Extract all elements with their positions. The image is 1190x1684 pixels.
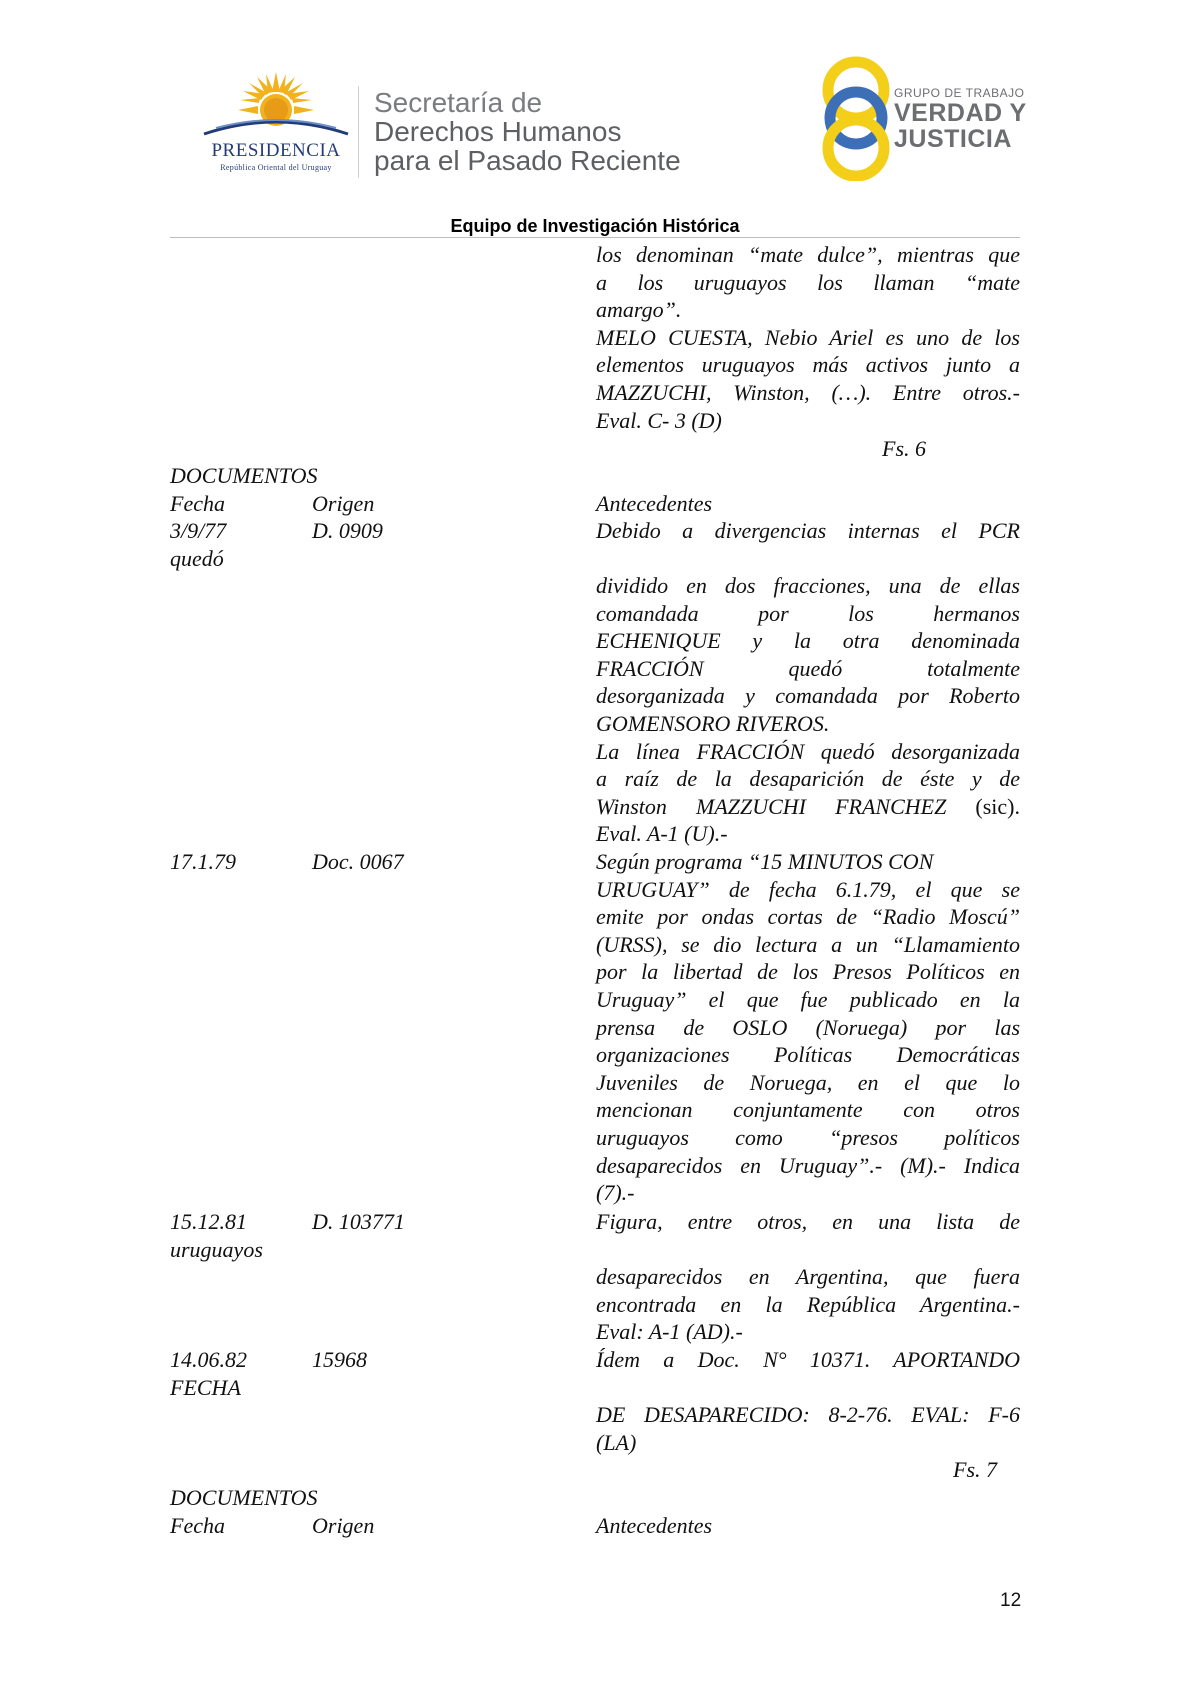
text-line: MELO CUESTA, Nebio Ariel es uno de los xyxy=(596,324,1020,350)
text-line: (7).- xyxy=(596,1180,635,1206)
text-line: Eval: A-1 (AD).- xyxy=(596,1319,743,1345)
entry-first-line xyxy=(596,1346,1020,1374)
presidencia-subtitle: República Oriental del Uruguay xyxy=(220,163,332,172)
entry-origin: D. 103771 xyxy=(312,1209,405,1234)
entry-date: 15.12.81 xyxy=(170,1209,247,1234)
text-segment: Winston MAZZUCHI FRANCHEZ xyxy=(596,793,947,819)
folio-label: Fs. 7 xyxy=(953,1457,997,1482)
interlocked-rings-icon xyxy=(818,56,894,181)
entry-antecedentes xyxy=(596,1401,1020,1456)
entry-origin: Doc. 0067 xyxy=(312,849,404,874)
text-line: DE DESAPARECIDO: 8-2-76. EVAL: F-6 xyxy=(596,1402,1020,1427)
text-line: Juveniles de Noruega, en el que lo xyxy=(596,1069,1020,1095)
secretaria-line-1: Secretaría de xyxy=(374,87,543,118)
gtvj-line-3: JUSTICIA xyxy=(894,125,1012,153)
verdad-justicia-text xyxy=(894,86,1027,152)
folio-label: Fs. 6 xyxy=(882,436,926,461)
text-line: mencionan conjuntamente con otros xyxy=(596,1097,1020,1123)
gtvj-line-2: VERDAD Y xyxy=(894,99,1027,127)
entry-origin: D. 0909 xyxy=(312,518,383,543)
gtvj-line-1: GRUPO DE TRABAJO xyxy=(894,86,1025,100)
column-header-antecedentes: Antecedentes xyxy=(596,1513,713,1538)
text-line: desaparecidos en Uruguay”.- (M).- Indica xyxy=(596,1152,1020,1178)
text-line: prensa de OSLO (Noruega) por las xyxy=(596,1014,1020,1040)
entry-antecedentes xyxy=(596,848,1020,1207)
entry-date: 17.1.79 xyxy=(170,849,236,874)
sun-emblem-icon xyxy=(196,70,356,142)
page-header xyxy=(0,0,1190,200)
entry-origin: 15968 xyxy=(312,1347,367,1372)
text-line: desaparecidos en Argentina, que fuera xyxy=(596,1264,1020,1289)
text-line: los denominan “mate dulce”, mientras que xyxy=(596,242,1020,267)
text-line: GOMENSORO RIVEROS. xyxy=(596,710,830,736)
text-line: uruguayos como “presos políticos xyxy=(596,1124,1020,1150)
text-line xyxy=(596,793,1020,821)
text-line: amargo”. xyxy=(596,297,682,323)
entry-first-line xyxy=(596,517,1020,545)
text-line: Figura, entre otros, en una lista de xyxy=(596,1209,1020,1234)
column-header-fecha: Fecha xyxy=(170,1513,225,1538)
text-line: elementos uruguayos más activos junto a xyxy=(596,352,1020,378)
text-line: La línea FRACCIÓN quedó desorganizada xyxy=(596,738,1020,764)
column-header-origen: Origen xyxy=(312,491,375,516)
text-line: dividido en dos fracciones, una de ellas xyxy=(596,573,1020,598)
column-header-antecedentes: Antecedentes xyxy=(596,491,713,516)
text-line: FRACCIÓN quedó totalmente xyxy=(596,655,1020,681)
entry-spill-word: uruguayos xyxy=(170,1237,263,1262)
presidencia-name: PRESIDENCIA xyxy=(211,140,341,161)
text-line: a los uruguayos los llaman “mate xyxy=(596,269,1020,295)
text-line: emite por ondas cortas de “Radio Moscú” xyxy=(596,904,1020,930)
text-line: Uruguay” el que fue publicado en la xyxy=(596,986,1020,1012)
text-line: Ídem a Doc. N° 10371. APORTANDO xyxy=(596,1347,1020,1372)
page-number: 12 xyxy=(1000,1590,1022,1611)
sic-note: (sic). xyxy=(975,793,1020,819)
entry-antecedentes xyxy=(596,572,1020,848)
header-rule xyxy=(170,237,1020,238)
text-line: ECHENIQUE y la otra denominada xyxy=(596,628,1020,654)
text-line: desorganizada y comandada por Roberto xyxy=(596,683,1020,709)
text-line: Según programa “15 MINUTOS CON xyxy=(596,849,934,874)
section-heading: DOCUMENTOS xyxy=(170,463,318,488)
text-line: Eval. A-1 (U).- xyxy=(596,821,728,847)
secretaria-line-3: para el Pasado Reciente xyxy=(374,145,681,176)
text-line: (URSS), se dio lectura a un “Llamamiento xyxy=(596,931,1020,957)
secretaria-line-2: Derechos Humanos xyxy=(374,116,622,147)
column-header-origen: Origen xyxy=(312,1513,375,1538)
text-line: a raíz de la desaparición de éste y de xyxy=(596,766,1020,792)
text-line: por la libertad de los Presos Políticos en xyxy=(596,959,1020,985)
text-line: (LA) xyxy=(596,1429,637,1455)
verdad-justicia-logo xyxy=(818,56,1028,181)
entry-spill-word: FECHA xyxy=(170,1375,241,1400)
team-title: Equipo de Investigación Histórica xyxy=(450,216,740,236)
text-line: MAZZUCHI, Winston, (…). Entre otros.- xyxy=(596,379,1020,405)
header-divider xyxy=(358,86,359,178)
text-line: encontrada en la República Argentina.- xyxy=(596,1291,1020,1317)
text-line: Eval. C- 3 (D) xyxy=(596,407,722,433)
section-heading: DOCUMENTOS xyxy=(170,1485,318,1510)
entry-first-line xyxy=(596,1208,1020,1236)
text-line: organizaciones Políticas Democráticas xyxy=(596,1042,1020,1068)
entry-spill-word: quedó xyxy=(170,546,224,571)
column-header-fecha: Fecha xyxy=(170,491,225,516)
entry-date: 3/9/77 xyxy=(170,518,227,543)
entry-date: 14.06.82 xyxy=(170,1347,247,1372)
text-line: URUGUAY” de fecha 6.1.79, el que se xyxy=(596,876,1020,902)
text-line: Debido a divergencias internas el PCR xyxy=(596,518,1020,543)
secretaria-logo-text xyxy=(374,88,681,175)
top-continuation-block xyxy=(596,241,1020,434)
entry-antecedentes xyxy=(596,1263,1020,1346)
text-line: comandada por los hermanos xyxy=(596,600,1020,626)
presidencia-logo xyxy=(196,70,356,185)
